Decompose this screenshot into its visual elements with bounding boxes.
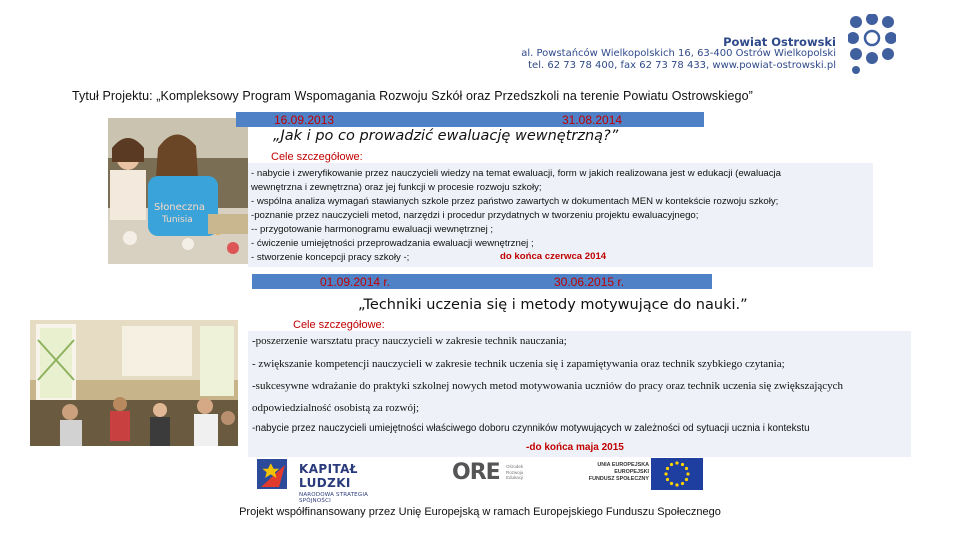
eu-logo-line: UNIA EUROPEJSKA bbox=[597, 462, 649, 468]
section1-date-end: 31.08.2014 bbox=[562, 113, 623, 127]
svg-text:Słoneczna: Słoneczna bbox=[154, 202, 206, 213]
dot-flower-logo-icon bbox=[848, 14, 896, 74]
kapital-ludzki-logo bbox=[255, 457, 390, 504]
org-name: Powiat Ostrowski bbox=[723, 35, 836, 49]
kapital-ludzki-star-icon bbox=[255, 457, 295, 491]
section2-date-start: 01.09.2014 r. bbox=[320, 275, 391, 289]
section2-objective: odpowiedzialność osobistą za rozwój; bbox=[252, 402, 420, 414]
eu-logo-text bbox=[585, 462, 649, 483]
workshop-photo-girls bbox=[108, 118, 248, 264]
section1-objective: -- przygotowanie harmonogramu ewaluacji wewnętrznej ; bbox=[251, 224, 494, 235]
section2-objective: -poszerzenie warsztatu pracy nauczycieli w zakresie technik nauczania; bbox=[252, 335, 567, 347]
section1-objective: wewnętrzna i zewnętrzna) oraz jej funkcji w procesie rozwoju szkoły; bbox=[251, 182, 542, 193]
cofinancing-footer: Projekt współfinansowany przez Unię Europejską w ramach Europejskiego Funduszu Społecznego bbox=[239, 506, 721, 518]
ore-logo bbox=[452, 458, 552, 490]
section2-date-bar bbox=[252, 274, 712, 289]
kapital-ludzki-title: KAPITAŁ LUDZKI bbox=[299, 462, 358, 490]
section1-objective: - wspólna analiza wymagań stawianych szkole przez państwo zawartych w dokumentach MEN w kontekście rozwoju szkoły; bbox=[251, 196, 779, 207]
section2-deadline: -do końca maja 2015 bbox=[526, 442, 624, 453]
section2-objectives-label: Cele szczegółowe: bbox=[293, 319, 385, 331]
section2-objectives-box bbox=[248, 331, 911, 457]
section2-subtitle: „Techniki uczenia się i metody motywujące do nauki.” bbox=[358, 297, 748, 313]
eu-flag-icon bbox=[651, 458, 703, 490]
ore-subtitle-line: Ośrodek bbox=[506, 464, 524, 469]
section2-date-end: 30.06.2015 r. bbox=[554, 275, 625, 289]
section1-date-bar bbox=[236, 112, 704, 127]
section1-objectives-label: Cele szczegółowe: bbox=[271, 151, 363, 163]
section2-objective: - zwiększanie kompetencji nauczycieli w zakresie technik uczenia się i zapamiętywania oraz technik szybkiego czytania; bbox=[252, 358, 785, 370]
section1-objective: - nabycie i zweryfikowanie przez nauczycieli wiedzy na temat ewaluacji, form w jakich realizowana jest w edukacji (ewaluacja bbox=[251, 168, 782, 179]
section1-objective: - ćwiczenie umiejętności przeprowadzania ewaluacji wewnętrznej ; bbox=[251, 238, 534, 249]
eu-logo-line: FUNDUSZ SPOŁECZNY bbox=[588, 476, 649, 482]
section1-subtitle: „Jak i po co prowadzić ewaluację wewnętrzną?” bbox=[273, 128, 619, 144]
section1-deadline: do końca czerwca 2014 bbox=[500, 251, 607, 262]
project-title: Tytuł Projektu: „Kompleksowy Program Wspomagania Rozwoju Szkół oraz Przedszkoli na terenie Powiatu Ostrowskiego” bbox=[72, 89, 753, 103]
org-contact-block bbox=[510, 36, 836, 72]
ore-subtitle-line: Edukacji bbox=[506, 475, 524, 480]
ore-subtitle bbox=[506, 464, 523, 481]
section1-date-start: 16.09.2013 bbox=[274, 113, 335, 127]
section2-objective: -sukcesywne wdrażanie do praktyki szkolnej nowych metod motywowania uczniów do pracy oraz technik uczenia się zwiększających bbox=[252, 380, 844, 392]
section1-objective: - stworzenie koncepcji pracy szkoły -; bbox=[251, 252, 410, 263]
kapital-ludzki-subtitle: NARODOWA STRATEGIA SPÓJNOŚCI bbox=[299, 492, 369, 504]
ore-title: ORE bbox=[452, 460, 500, 485]
eu-logo bbox=[585, 458, 703, 490]
section2-objective: -nabycie przez nauczycieli umiejętności właściwego doboru czynników motywujących w zależności od sytuacji ucznia i kontekstu bbox=[252, 423, 810, 434]
ore-subtitle-line: Rozwoju bbox=[506, 469, 524, 475]
svg-text:Tunisia: Tunisia bbox=[162, 215, 193, 225]
workshop-photo-classroom bbox=[30, 320, 238, 446]
org-address: al. Powstańców Wielkopolskich 16, 63-400 Ostrów Wielkopolski bbox=[521, 48, 836, 59]
section1-objective: -poznanie przez nauczycieli metod, narzędzi i procedur przydatnych w tworzeniu projektu ewaluacyjnego; bbox=[251, 210, 699, 221]
eu-logo-line: EUROPEJSKI bbox=[614, 469, 649, 475]
org-contact: tel. 62 73 78 400, fax 62 73 78 433, www.powiat-ostrowski.pl bbox=[528, 60, 836, 71]
